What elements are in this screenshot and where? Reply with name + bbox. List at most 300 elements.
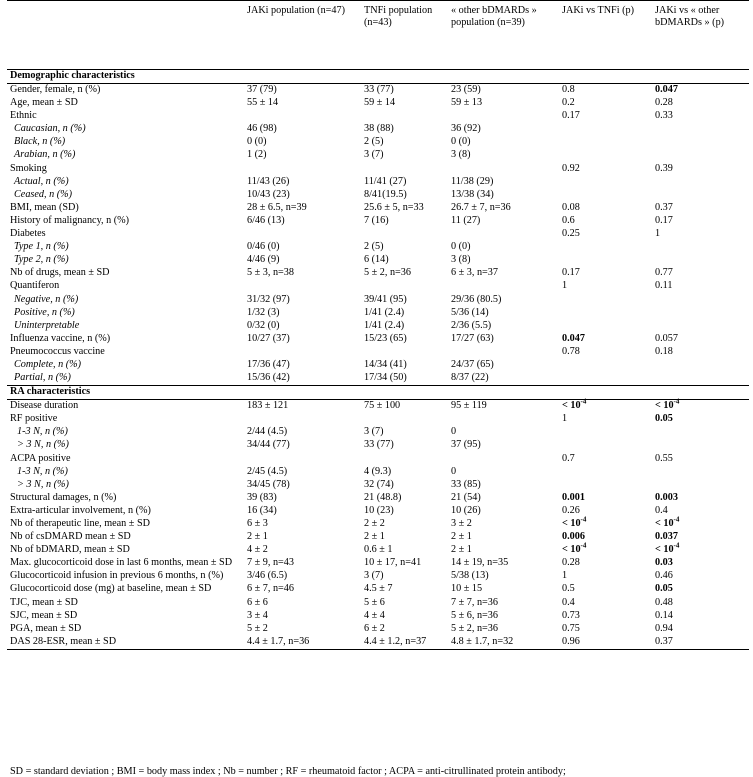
cell-col-3: 0 xyxy=(451,465,457,477)
cell-col-4: 0.4 xyxy=(562,596,575,608)
table-row xyxy=(7,492,749,505)
cell-col-2: 0.6 ± 1 xyxy=(364,544,393,556)
row-label: Caucasian, n (%) xyxy=(14,123,86,135)
cell-col-1: 31/32 (97) xyxy=(247,293,290,305)
cell-col-3: 2 ± 1 xyxy=(451,544,472,556)
cell-col-2: 10 ± 17, n=41 xyxy=(364,557,422,569)
row-label: History of malignancy, n (%) xyxy=(10,214,130,226)
cell-col-4: 0.006 xyxy=(562,531,585,543)
cell-col-5 xyxy=(652,426,749,439)
table-row xyxy=(7,453,749,466)
table-row xyxy=(7,597,749,610)
header-cell-3: « other bDMARDs » population (n=39) xyxy=(448,1,559,70)
cell-col-2: 39/41 (95) xyxy=(364,293,407,305)
cell-col-1: 5 ± 2 xyxy=(247,622,268,634)
row-label: DAS 28-ESR, mean ± SD xyxy=(7,636,244,650)
cell-col-1: 6/46 (13) xyxy=(247,214,285,226)
cell-col-3: 21 (54) xyxy=(451,491,481,503)
cell-col-3: 2/36 (5.5) xyxy=(451,319,492,331)
cell-col-1 xyxy=(244,280,361,293)
cell-col-1: 0/32 (0) xyxy=(247,319,280,331)
cell-col-5 xyxy=(652,479,749,492)
cell-col-1: 10/43 (23) xyxy=(247,188,290,200)
cell-col-1: 5 ± 3, n=38 xyxy=(247,267,294,279)
cell-col-2: 6 ± 2 xyxy=(364,622,385,634)
table-body xyxy=(7,1,749,650)
table-row xyxy=(7,413,749,426)
table-row xyxy=(7,280,749,293)
cell-col-4: 0.047 xyxy=(562,332,585,344)
cell-col-4 xyxy=(559,320,652,333)
cell-col-3: 7 ± 7, n=36 xyxy=(451,596,498,608)
cell-col-2: 7 (16) xyxy=(364,214,389,226)
row-label: Diabetes xyxy=(10,228,46,240)
table-row xyxy=(7,215,749,228)
cell-col-3: 2 ± 1 xyxy=(451,531,472,543)
row-label: Pneumococcus vaccine xyxy=(10,345,105,357)
cell-col-2: 75 ± 100 xyxy=(364,400,401,412)
table-row xyxy=(7,636,749,650)
cell-col-5: 0.03 xyxy=(655,557,673,569)
table-row xyxy=(7,267,749,280)
cell-col-5 xyxy=(652,189,749,202)
cell-col-3: 10 (26) xyxy=(451,504,481,516)
cell-col-3: 0 xyxy=(451,426,457,438)
row-label: Complete, n (%) xyxy=(14,358,82,370)
cell-col-4: 0.78 xyxy=(562,345,580,357)
cell-col-3: 33 (85) xyxy=(451,478,481,490)
row-label: Type 1, n (%) xyxy=(14,241,69,253)
table-row xyxy=(7,123,749,136)
cell-col-2 xyxy=(361,110,448,123)
table-row xyxy=(7,439,749,452)
cell-col-4: 0.96 xyxy=(559,636,652,650)
table-row xyxy=(7,623,749,636)
cell-col-1: 2/45 (4.5) xyxy=(247,465,288,477)
table-row xyxy=(7,531,749,544)
cell-col-1: 17/36 (47) xyxy=(247,358,290,370)
cell-col-3: 5/38 (13) xyxy=(451,570,489,582)
cell-col-1: 4 ± 2 xyxy=(247,544,268,556)
cell-col-4 xyxy=(559,254,652,267)
cell-col-2: 4.4 ± 1.2, n=37 xyxy=(361,636,448,650)
cell-col-2: 14/34 (41) xyxy=(364,358,407,370)
cell-col-4 xyxy=(559,426,652,439)
cell-col-2: 1/41 (2.4) xyxy=(364,306,405,318)
table-row xyxy=(7,372,749,386)
row-label: Negative, n (%) xyxy=(14,293,79,305)
cell-col-3 xyxy=(448,228,559,241)
row-label: Arabian, n (%) xyxy=(14,149,76,161)
row-label: BMI, mean (SD) xyxy=(10,201,79,213)
cell-col-1: 16 (34) xyxy=(247,504,277,516)
row-label: Disease duration xyxy=(10,400,79,412)
table-row xyxy=(7,254,749,267)
section-header-row xyxy=(7,70,749,84)
cell-col-1: 1 (2) xyxy=(247,149,267,161)
cell-col-3: 3 (8) xyxy=(451,149,471,161)
cell-col-5 xyxy=(652,372,749,386)
row-label: Nb of drugs, mean ± SD xyxy=(10,267,110,279)
cell-col-5: 0.39 xyxy=(655,162,673,174)
table-row xyxy=(7,400,749,414)
row-label: Influenza vaccine, n (%) xyxy=(10,332,111,344)
header-cell-0 xyxy=(7,1,244,70)
cell-col-4 xyxy=(559,466,652,479)
row-label: Smoking xyxy=(10,162,47,174)
section-header-row xyxy=(7,386,749,400)
cell-col-5: 0.46 xyxy=(655,570,673,582)
cell-col-3: 13/38 (34) xyxy=(451,188,494,200)
row-label: Glucocorticoid infusion in previous 6 months, n (%) xyxy=(10,570,224,582)
cell-col-4: 1 xyxy=(562,570,568,582)
cell-col-5 xyxy=(652,123,749,136)
cell-col-1: 2/44 (4.5) xyxy=(247,426,288,438)
table-footnote: SD = standard deviation ; BMI = body mass index ; Nb = number ; RF = rheumatoid factor ; ACPA = anti-citrullinated protein antibody; xyxy=(10,766,566,777)
cell-col-5: 0.28 xyxy=(655,97,673,109)
cell-col-1: 1/32 (3) xyxy=(247,306,280,318)
cell-col-3 xyxy=(448,280,559,293)
cell-col-4: 0.6 xyxy=(562,214,575,226)
cell-col-1: 15/36 (42) xyxy=(247,372,290,384)
cell-col-1: 0 (0) xyxy=(247,136,267,148)
cell-col-1: 34/44 (77) xyxy=(247,439,290,451)
cell-col-3: 0 (0) xyxy=(451,241,471,253)
cell-col-1: 0/46 (0) xyxy=(247,241,280,253)
table-row xyxy=(7,518,749,531)
cell-col-5: 0.37 xyxy=(655,201,673,213)
cell-col-5: 0.14 xyxy=(655,609,673,621)
row-label: Type 2, n (%) xyxy=(14,254,69,266)
header-cell-4: JAKi vs TNFi (p) xyxy=(559,1,652,70)
section-title: Demographic characteristics xyxy=(7,70,749,84)
cell-col-4: < $10^{-4}$ xyxy=(562,397,587,412)
table-row xyxy=(7,84,749,98)
cell-col-4 xyxy=(559,176,652,189)
cell-col-1: 6 ± 7, n=46 xyxy=(247,583,294,595)
cell-col-4: < $10^{-4}$ xyxy=(562,515,587,529)
cell-col-4 xyxy=(559,149,652,162)
cell-col-3: 6 ± 3, n=37 xyxy=(451,267,498,279)
cell-col-2: 3 (7) xyxy=(364,149,384,161)
row-label: Nb of csDMARD mean ± SD xyxy=(10,531,131,543)
cell-col-4: 0.7 xyxy=(562,452,575,464)
table-row xyxy=(7,466,749,479)
cell-col-5 xyxy=(652,359,749,372)
table-row xyxy=(7,228,749,241)
cell-col-2: 3 (7) xyxy=(364,426,384,438)
cell-col-1: 6 ± 3 xyxy=(247,518,268,529)
cell-col-3: 3 (8) xyxy=(451,254,471,266)
table-row xyxy=(7,583,749,596)
table-row xyxy=(7,333,749,346)
cell-col-5: 0.33 xyxy=(655,110,673,122)
cell-col-1 xyxy=(244,413,361,426)
cell-col-4: < $10^{-4}$ xyxy=(562,541,587,556)
cell-col-3: 29/36 (80.5) xyxy=(451,293,502,305)
cell-col-5 xyxy=(652,254,749,267)
cell-col-5: 0.05 xyxy=(655,413,673,425)
cell-col-4: 0.17 xyxy=(562,267,580,279)
cell-col-3: 5/36 (14) xyxy=(451,306,489,318)
cell-col-2: 33 (77) xyxy=(364,84,394,95)
cell-col-2: 3 (7) xyxy=(364,570,384,582)
cell-col-5: 0.48 xyxy=(655,596,673,608)
cell-col-4 xyxy=(559,241,652,254)
cell-col-4 xyxy=(559,294,652,307)
cell-col-4: 0.08 xyxy=(562,201,580,213)
table-row xyxy=(7,557,749,570)
cell-col-1: 183 ± 121 xyxy=(247,400,289,412)
cell-col-2 xyxy=(361,413,448,426)
cell-col-1 xyxy=(244,453,361,466)
row-label: RF positive xyxy=(10,413,58,425)
cell-col-5: 0.11 xyxy=(655,280,673,292)
cell-col-3 xyxy=(448,110,559,123)
cell-col-5: 0.4 xyxy=(655,504,668,516)
cell-col-2: 15/23 (65) xyxy=(364,332,407,344)
row-label: TJC, mean ± SD xyxy=(10,596,78,608)
table-row xyxy=(7,176,749,189)
cell-col-2: 4 ± 4 xyxy=(364,609,385,621)
cell-col-3 xyxy=(448,346,559,359)
cell-col-4: 1 xyxy=(562,413,568,425)
cell-col-4: 0.28 xyxy=(562,557,580,569)
cell-col-2 xyxy=(361,163,448,176)
row-label: Glucocorticoid dose (mg) at baseline, mean ± SD xyxy=(10,583,212,595)
cell-col-4: 1 xyxy=(562,280,568,292)
cell-col-2: 59 ± 14 xyxy=(364,97,396,109)
cell-col-2: 11/41 (27) xyxy=(364,175,407,187)
row-label: Quantiferon xyxy=(10,280,60,292)
cell-col-5: 1 xyxy=(655,228,661,240)
cell-col-3: 0 (0) xyxy=(451,136,471,148)
cell-col-1: 3/46 (6.5) xyxy=(247,570,288,582)
cell-col-5 xyxy=(652,466,749,479)
cell-col-4 xyxy=(559,136,652,149)
row-label: SJC, mean ± SD xyxy=(10,609,78,621)
cell-col-4 xyxy=(559,439,652,452)
row-label: > 3 N, n (%) xyxy=(17,439,69,451)
cell-col-5 xyxy=(652,136,749,149)
table-row xyxy=(7,307,749,320)
cell-col-2: 6 (14) xyxy=(364,254,389,266)
cell-col-1: 39 (83) xyxy=(247,491,277,503)
table-row xyxy=(7,110,749,123)
cell-col-5: 0.05 xyxy=(655,583,673,595)
cell-col-4 xyxy=(559,189,652,202)
row-label: > 3 N, n (%) xyxy=(17,478,69,490)
row-label: Structural damages, n (%) xyxy=(10,491,117,503)
cell-col-1 xyxy=(244,163,361,176)
table-row xyxy=(7,426,749,439)
row-label: PGA, mean ± SD xyxy=(10,622,82,634)
cell-col-1: 46 (98) xyxy=(247,123,277,135)
cell-col-4: 0.8 xyxy=(562,84,575,95)
row-label: ACPA positive xyxy=(10,452,71,464)
cell-col-5: 0.037 xyxy=(655,531,678,543)
cell-col-3 xyxy=(448,413,559,426)
cell-col-2: 17/34 (50) xyxy=(364,372,407,384)
cell-col-3: 14 ± 19, n=35 xyxy=(451,557,509,569)
cell-col-2: 32 (74) xyxy=(364,478,394,490)
cell-col-5: 0.37 xyxy=(652,636,749,650)
table-row xyxy=(7,359,749,372)
cell-col-2: 1/41 (2.4) xyxy=(364,319,405,331)
cell-col-3: 59 ± 13 xyxy=(451,97,483,109)
row-label: Uninterpretable xyxy=(14,319,80,331)
table-row xyxy=(7,320,749,333)
table-row xyxy=(7,189,749,202)
row-label: Ceased, n (%) xyxy=(14,188,72,200)
cell-col-5: 0.55 xyxy=(655,452,673,464)
cell-col-3: 23 (59) xyxy=(451,84,481,95)
cell-col-1 xyxy=(244,110,361,123)
cell-col-2: 10 (23) xyxy=(364,504,394,516)
section-title: RA characteristics xyxy=(7,386,749,400)
cell-col-2: 2 ± 1 xyxy=(364,531,385,543)
cell-col-5: 0.047 xyxy=(655,84,678,95)
table-row xyxy=(7,346,749,359)
cell-col-4: 0.92 xyxy=(562,162,580,174)
cell-col-5: < $10^{-4}$ xyxy=(655,541,680,556)
cell-col-2: 2 (5) xyxy=(364,136,384,148)
cell-col-3: 11 (27) xyxy=(451,214,481,226)
cell-col-1: 28 ± 6.5, n=39 xyxy=(247,201,307,213)
header-cell-2: TNFi population (n=43) xyxy=(361,1,448,70)
cell-col-3: 5 ± 6, n=36 xyxy=(451,609,498,621)
cell-col-1: 4.4 ± 1.7, n=36 xyxy=(244,636,361,650)
cell-col-4: 0.17 xyxy=(562,110,580,122)
cell-col-1: 3 ± 4 xyxy=(247,609,268,621)
cell-col-3: 3 ± 2 xyxy=(451,518,472,529)
cell-col-1 xyxy=(244,228,361,241)
cell-col-5: 0.17 xyxy=(655,214,673,226)
cell-col-2: 21 (48.8) xyxy=(364,491,402,503)
table-row xyxy=(7,505,749,518)
table-row xyxy=(7,544,749,557)
cell-col-3: 8/37 (22) xyxy=(451,372,489,384)
row-label: 1-3 N, n (%) xyxy=(17,426,68,438)
cell-col-1: 10/27 (37) xyxy=(247,332,290,344)
table-row xyxy=(7,136,749,149)
table-row xyxy=(7,479,749,492)
table-header-row xyxy=(7,1,749,70)
table-row xyxy=(7,610,749,623)
cell-col-2: 2 (5) xyxy=(364,241,384,253)
cell-col-3: 17/27 (63) xyxy=(451,332,494,344)
row-label: Max. glucocorticoid dose in last 6 months, mean ± SD xyxy=(10,557,233,569)
cell-col-5: 0.003 xyxy=(655,491,678,503)
row-label: Ethnic xyxy=(10,110,37,122)
cell-col-2: 38 (88) xyxy=(364,123,394,135)
row-label: 1-3 N, n (%) xyxy=(17,465,68,477)
cell-col-4: 0.2 xyxy=(562,97,575,109)
cell-col-1: 37 (79) xyxy=(247,84,277,95)
cell-col-4: 0.73 xyxy=(562,609,580,621)
cell-col-1: 6 ± 6 xyxy=(247,596,268,608)
cell-col-4: 0.5 xyxy=(562,583,575,595)
row-label: Black, n (%) xyxy=(14,136,66,148)
cell-col-3: 11/38 (29) xyxy=(451,175,494,187)
cell-col-3: 37 (95) xyxy=(451,439,481,451)
table-row xyxy=(7,163,749,176)
row-label: Extra-articular involvement, n (%) xyxy=(10,504,151,516)
row-label: Nb of bDMARD, mean ± SD xyxy=(10,544,130,556)
cell-col-3: 4.8 ± 1.7, n=32 xyxy=(448,636,559,650)
row-label: Partial, n (%) xyxy=(14,372,71,384)
cell-col-4 xyxy=(559,479,652,492)
cell-col-5 xyxy=(652,241,749,254)
cell-col-5: 0.18 xyxy=(655,345,673,357)
cell-col-4: 0.26 xyxy=(562,504,580,516)
cell-col-1: 2 ± 1 xyxy=(247,531,268,543)
cell-col-1: 34/45 (78) xyxy=(247,478,290,490)
cell-col-2: 8/41(19.5) xyxy=(364,188,407,200)
cell-col-5 xyxy=(652,439,749,452)
cell-col-5 xyxy=(652,176,749,189)
cell-col-3: 24/37 (65) xyxy=(451,358,494,370)
cell-col-1: 4/46 (9) xyxy=(247,254,280,266)
cell-col-3: 95 ± 119 xyxy=(451,400,487,412)
cell-col-1: 55 ± 14 xyxy=(247,97,279,109)
cell-col-2: 5 ± 6 xyxy=(364,596,385,608)
cell-col-2 xyxy=(361,346,448,359)
cell-col-1: 7 ± 9, n=43 xyxy=(247,557,294,569)
table-row xyxy=(7,97,749,110)
table-row xyxy=(7,149,749,162)
cell-col-2: 4 (9.3) xyxy=(364,465,392,477)
row-label: Nb of therapeutic line, mean ± SD xyxy=(10,518,150,529)
cell-col-1 xyxy=(244,346,361,359)
table-row xyxy=(7,202,749,215)
cell-col-5: 0.94 xyxy=(655,622,673,634)
header-cell-5: JAKi vs « other bDMARDs » (p) xyxy=(652,1,749,70)
cell-col-1: 11/43 (26) xyxy=(247,175,290,187)
cell-col-3 xyxy=(448,163,559,176)
cell-col-2 xyxy=(361,453,448,466)
row-label: Gender, female, n (%) xyxy=(10,84,101,95)
row-label: Age, mean ± SD xyxy=(10,97,78,109)
cell-col-4: 0.75 xyxy=(562,622,580,634)
cell-col-5 xyxy=(652,294,749,307)
cell-col-3: 5 ± 2, n=36 xyxy=(451,622,498,634)
cell-col-2: 4.5 ± 7 xyxy=(364,583,393,595)
cell-col-2 xyxy=(361,280,448,293)
header-cell-1: JAKi population (n=47) xyxy=(244,1,361,70)
table-row xyxy=(7,241,749,254)
row-label: Actual, n (%) xyxy=(14,175,69,187)
table-row xyxy=(7,570,749,583)
cell-col-2: 33 (77) xyxy=(364,439,394,451)
cell-col-4: 0.001 xyxy=(562,491,585,503)
cell-col-4 xyxy=(559,372,652,386)
cell-col-4: 0.25 xyxy=(562,228,580,240)
cell-col-3: 26.7 ± 7, n=36 xyxy=(451,201,511,213)
cell-col-4 xyxy=(559,359,652,372)
cell-col-5 xyxy=(652,307,749,320)
cell-col-2: 5 ± 2, n=36 xyxy=(364,267,411,279)
cell-col-3: 36 (92) xyxy=(451,123,481,135)
row-label: Positive, n (%) xyxy=(14,306,75,318)
table-row xyxy=(7,294,749,307)
cell-col-5: 0.057 xyxy=(655,332,678,344)
cell-col-4 xyxy=(559,307,652,320)
characteristics-table xyxy=(7,0,749,650)
cell-col-2: 25.6 ± 5, n=33 xyxy=(364,201,424,213)
cell-col-4 xyxy=(559,123,652,136)
cell-col-3: 10 ± 15 xyxy=(451,583,483,595)
